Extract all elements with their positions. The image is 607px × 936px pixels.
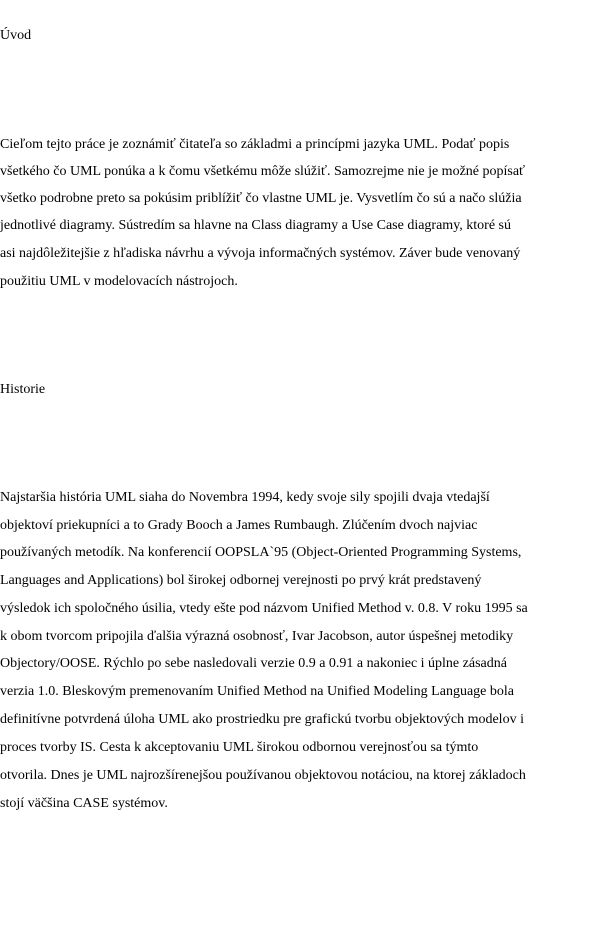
paragraph-line: asi najdôležitejšie z hľadiska návrhu a vývoja informačných systémov. Záver bude venovaný bbox=[0, 246, 521, 261]
paragraph-line: definitívne potvrdená úloha UML ako prostriedku pre grafickú tvorbu objektových modelov i bbox=[0, 712, 524, 727]
heading-uvod: Úvod bbox=[0, 28, 32, 43]
paragraph-line: všetkého čo UML ponúka a k čomu všetkému môže slúžiť. Samozrejme nie je možné popísať bbox=[0, 164, 526, 179]
paragraph-line: Objectory/OOSE. Rýchlo po sebe nasledovali verzie 0.9 a 0.91 a nakoniec i úplne zásadná bbox=[0, 656, 507, 671]
paragraph-line: otvorila. Dnes je UML najrozšírenejšou používanou objektovou notáciou, na ktorej základoch bbox=[0, 768, 526, 783]
heading-historie: Historie bbox=[0, 382, 46, 397]
paragraph-line: k obom tvorcom pripojila ďalšia výrazná osobnosť, Ivar Jacobson, autor úspešnej metodiky bbox=[0, 629, 514, 644]
paragraph-line: proces tvorby IS. Cesta k akceptovaniu UML širokou odbornou verejnosťou sa týmto bbox=[0, 740, 479, 755]
paragraph-line: Najstaršia história UML siaha do Novembra 1994, kedy svoje sily spojili dvaja vtedajší bbox=[0, 490, 490, 505]
paragraph-line: verzia 1.0. Bleskovým premenovaním Unified Method na Unified Modeling Language bola bbox=[0, 684, 514, 699]
paragraph-line: všetko podrobne preto sa pokúsim priblížiť čo vlastne UML je. Vysvetlím čo sú a načo slúžia bbox=[0, 191, 522, 206]
paragraph-line: Languages and Applications) bol širokej odbornej verejnosti po prvý krát predstavený bbox=[0, 573, 482, 588]
paragraph-line: Cieľom tejto práce je zoznámiť čitateľa so základmi a princípmi jazyka UML. Podať popis bbox=[0, 137, 510, 152]
paragraph-line: objektoví priekupníci a to Grady Booch a James Rumbaugh. Zlúčením dvoch najviac bbox=[0, 518, 478, 533]
paragraph-line: stojí väčšina CASE systémov. bbox=[0, 796, 168, 811]
paragraph-line: použitiu UML v modelovacích nástrojoch. bbox=[0, 274, 238, 289]
paragraph-line: výsledok ich spoločného úsilia, vtedy ešte pod názvom Unified Method v. 0.8. V roku 1995 sa bbox=[0, 601, 528, 616]
paragraph-line: používaných metodík. Na konferencií OOPSLA`95 (Object-Oriented Programming Systems, bbox=[0, 545, 522, 560]
paragraph-line: jednotlivé diagramy. Sústredím sa hlavne na Class diagramy a Use Case diagramy, ktoré sú bbox=[0, 218, 511, 233]
